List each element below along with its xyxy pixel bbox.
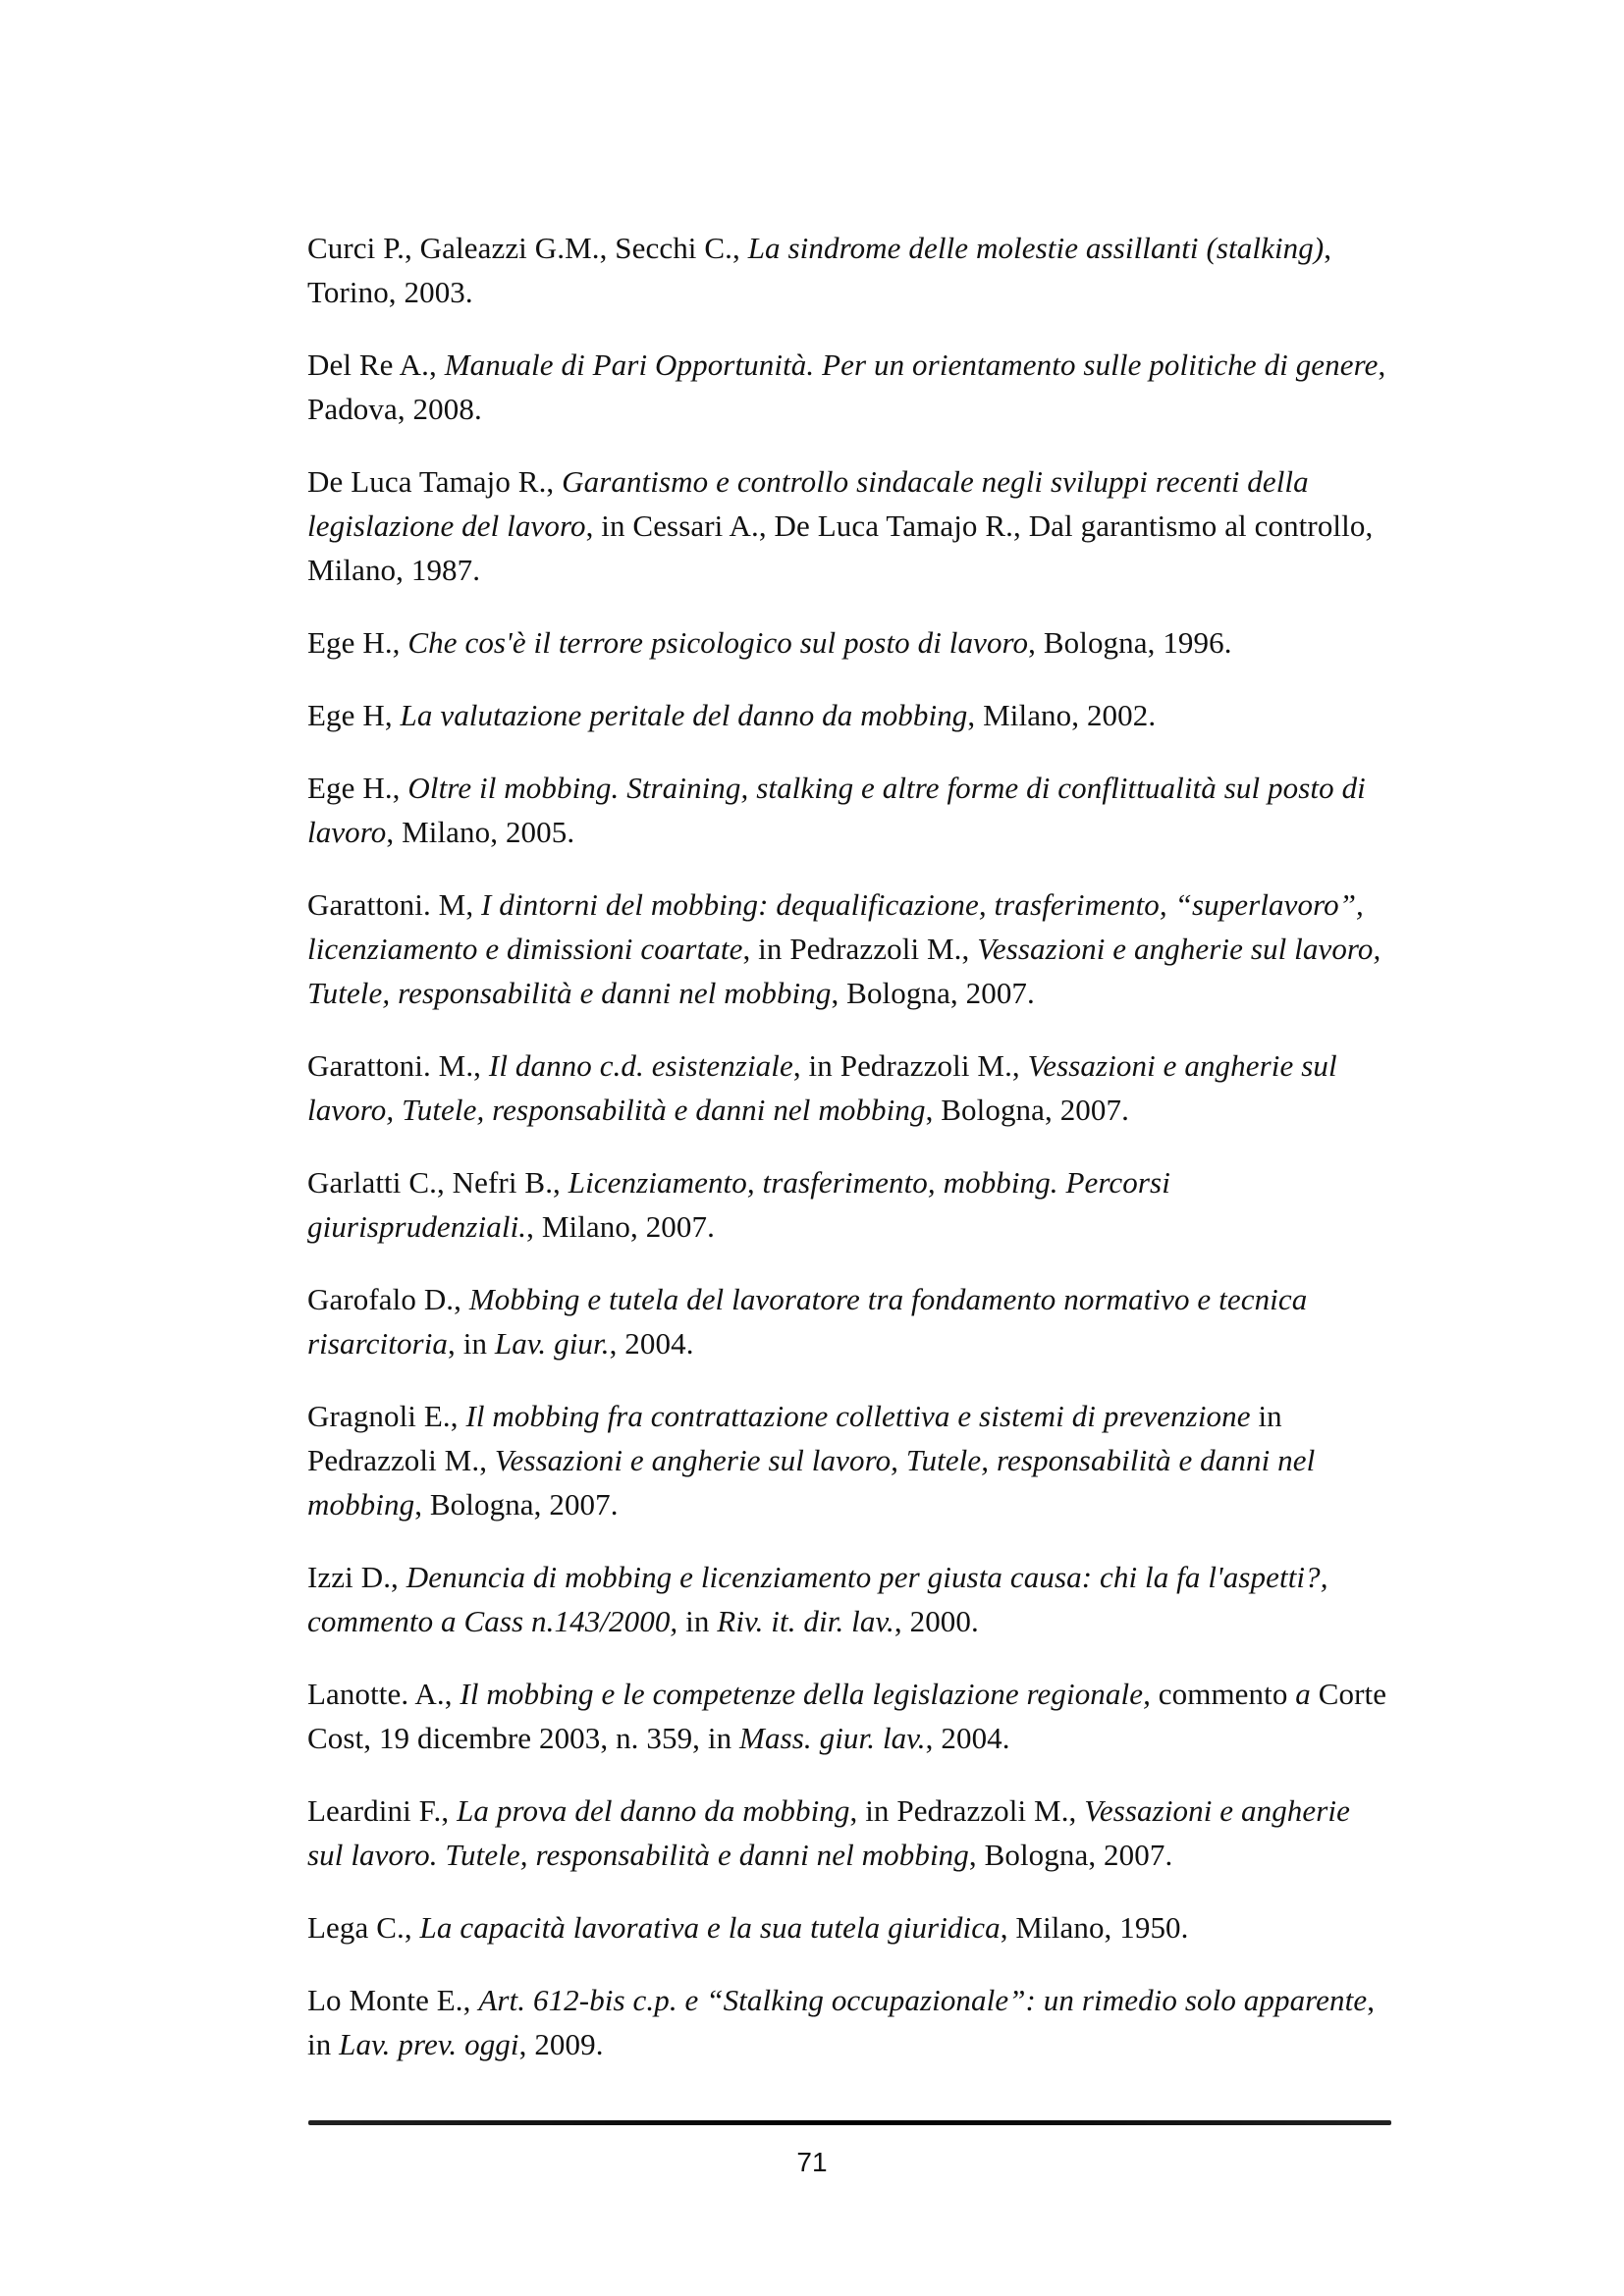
entry-text: Lanotte. A., — [307, 1677, 460, 1711]
entry-italic-text: La sindrome delle molestie assillanti (stalking) — [747, 231, 1325, 265]
entry-text: , Bologna, 2007. — [968, 1838, 1173, 1872]
entry-text: Gragnoli E., — [307, 1399, 466, 1433]
bibliography-entry — [307, 1555, 1387, 1643]
bibliography-entry — [307, 226, 1387, 314]
entry-text: , Bologna, 2007. — [831, 976, 1035, 1010]
bibliography-entry — [307, 1277, 1387, 1365]
entry-italic-text: Vessazioni e angherie sul lavoro, Tutele, responsabilità e danni nel mobbing — [307, 1048, 1337, 1127]
entry-italic-text: Il mobbing e le competenze della legislazione regionale, — [460, 1677, 1151, 1711]
entry-text: , in Pedrazzoli M., — [849, 1793, 1085, 1828]
entry-italic-text: Denuncia di mobbing e licenziamento per giusta causa: chi la fa l'aspetti?, commento a Cass n.143/2000, — [307, 1560, 1328, 1638]
entry-text: , Bologna, 1996. — [1028, 625, 1232, 660]
entry-text: in Pedrazzoli M., — [307, 1399, 1282, 1477]
bibliography-list — [307, 226, 1387, 2095]
entry-italic-text: La capacità lavorativa e la sua tutela giuridica — [419, 1910, 1001, 1945]
bibliography-entry — [307, 1043, 1387, 1132]
entry-italic-text: Lav. giur. — [494, 1326, 610, 1361]
entry-text: in — [677, 1604, 718, 1638]
bibliography-entry — [307, 1160, 1387, 1249]
entry-italic-text: Oltre il mobbing. Straining, stalking e altre forme di conflittualità sul posto di lavoro — [307, 771, 1366, 849]
bibliography-entry — [307, 1394, 1387, 1526]
entry-text: De Luca Tamajo R., — [307, 464, 563, 499]
entry-italic-text: Garantismo e controllo sindacale negli sviluppi recenti della legislazione del lavoro — [307, 464, 1309, 543]
bibliography-entry — [307, 1978, 1387, 2066]
entry-text: , Milano, 2007. — [526, 1209, 715, 1244]
entry-text: , 2004. — [609, 1326, 694, 1361]
entry-text: , Bologna, 2007. — [925, 1093, 1129, 1127]
entry-text: Ege H., — [307, 625, 408, 660]
bibliography-entry — [307, 1672, 1387, 1760]
entry-text: Lo Monte E., — [307, 1983, 479, 2017]
entry-italic-text: La valutazione peritale del danno da mobbing — [400, 698, 968, 732]
entry-text: Garattoni. M., — [307, 1048, 489, 1083]
entry-text: , in — [307, 1983, 1376, 2061]
entry-text: , 2004. — [925, 1721, 1010, 1755]
entry-text: , in Cessari A., De Luca Tamajo R., Dal garantismo al controllo, Milano, 1987. — [307, 508, 1374, 587]
entry-text: Ege H., — [307, 771, 408, 805]
entry-italic-text: I dintorni del mobbing: dequalificazione, trasferimento, “superlavoro”, licenziamento e dimissioni coartate — [307, 887, 1364, 966]
bibliography-entry — [307, 766, 1387, 854]
entry-text: Lega C., — [307, 1910, 420, 1945]
entry-italic-text: Vessazioni e angherie sul lavoro, Tutele, responsabilità e danni nel mobbing — [307, 1443, 1316, 1522]
entry-text: Garlatti C., Nefri B., — [307, 1165, 568, 1200]
entry-text: , in — [448, 1326, 495, 1361]
entry-text: Ege H, — [307, 698, 401, 732]
bibliography-entry — [307, 693, 1387, 737]
entry-text: Corte Cost, 19 dicembre 2003, n. 359, in — [307, 1677, 1387, 1755]
entry-text: Garofalo D., — [307, 1282, 469, 1316]
entry-italic-text: Che cos'è il terrore psicologico sul posto di lavoro — [407, 625, 1029, 660]
bibliography-entry — [307, 620, 1387, 665]
entry-italic-text: Mass. giur. lav. — [739, 1721, 926, 1755]
entry-text: Del Re A., — [307, 347, 445, 382]
entry-italic-text: Manuale di Pari Opportunità. Per un orientamento sulle politiche di genere — [444, 347, 1379, 382]
entry-text: , 2000. — [893, 1604, 979, 1638]
bibliography-entry — [307, 1905, 1387, 1949]
entry-text: , Milano, 2002. — [967, 698, 1157, 732]
entry-text: Curci P., Galeazzi G.M., Secchi C., — [307, 231, 748, 265]
entry-italic-text: Licenziamento, trasferimento, mobbing. Percorsi giurisprudenziali. — [307, 1165, 1170, 1244]
entry-text: commento — [1150, 1677, 1296, 1711]
entry-text: , Padova, 2008. — [307, 347, 1386, 426]
entry-text: , 2009. — [518, 2027, 604, 2061]
footer-rule — [308, 2120, 1391, 2125]
entry-text: , Torino, 2003. — [307, 231, 1332, 309]
bibliography-entry — [307, 459, 1387, 592]
entry-text: Garattoni. M, — [307, 887, 482, 922]
entry-text: , in Pedrazzoli M., — [742, 932, 978, 966]
entry-italic-text: Lav. prev. oggi — [339, 2027, 519, 2061]
bibliography-entry — [307, 343, 1387, 431]
entry-italic-text: a — [1295, 1677, 1311, 1711]
entry-italic-text: La prova del danno da mobbing — [457, 1793, 850, 1828]
entry-italic-text: Art. 612-bis c.p. e “Stalking occupazionale”: un rimedio solo apparente — [478, 1983, 1368, 2017]
entry-italic-text: Riv. it. dir. lav. — [717, 1604, 894, 1638]
entry-italic-text: Vessazioni e angherie sul lavoro. Tutele, responsabilità e danni nel mobbing — [307, 1793, 1350, 1872]
entry-text: , in Pedrazzoli M., — [792, 1048, 1028, 1083]
entry-italic-text: Vessazioni e angherie sul lavoro, Tutele, responsabilità e danni nel mobbing — [307, 932, 1381, 1010]
entry-text: , Bologna, 2007. — [414, 1487, 619, 1522]
entry-italic-text: Mobbing e tutela del lavoratore tra fondamento normativo e tecnica risarcitoria — [307, 1282, 1308, 1361]
entry-text: , Milano, 2005. — [386, 815, 575, 849]
bibliography-entry — [307, 1789, 1387, 1877]
entry-text: Leardini F., — [307, 1793, 458, 1828]
entry-italic-text: Il danno c.d. esistenziale — [488, 1048, 793, 1083]
page-number: 71 — [796, 2147, 828, 2177]
entry-text: , Milano, 1950. — [1000, 1910, 1189, 1945]
entry-italic-text: Il mobbing fra contrattazione collettiva e sistemi di prevenzione — [465, 1399, 1251, 1433]
entry-text: Izzi D., — [307, 1560, 406, 1594]
bibliography-entry — [307, 882, 1387, 1015]
